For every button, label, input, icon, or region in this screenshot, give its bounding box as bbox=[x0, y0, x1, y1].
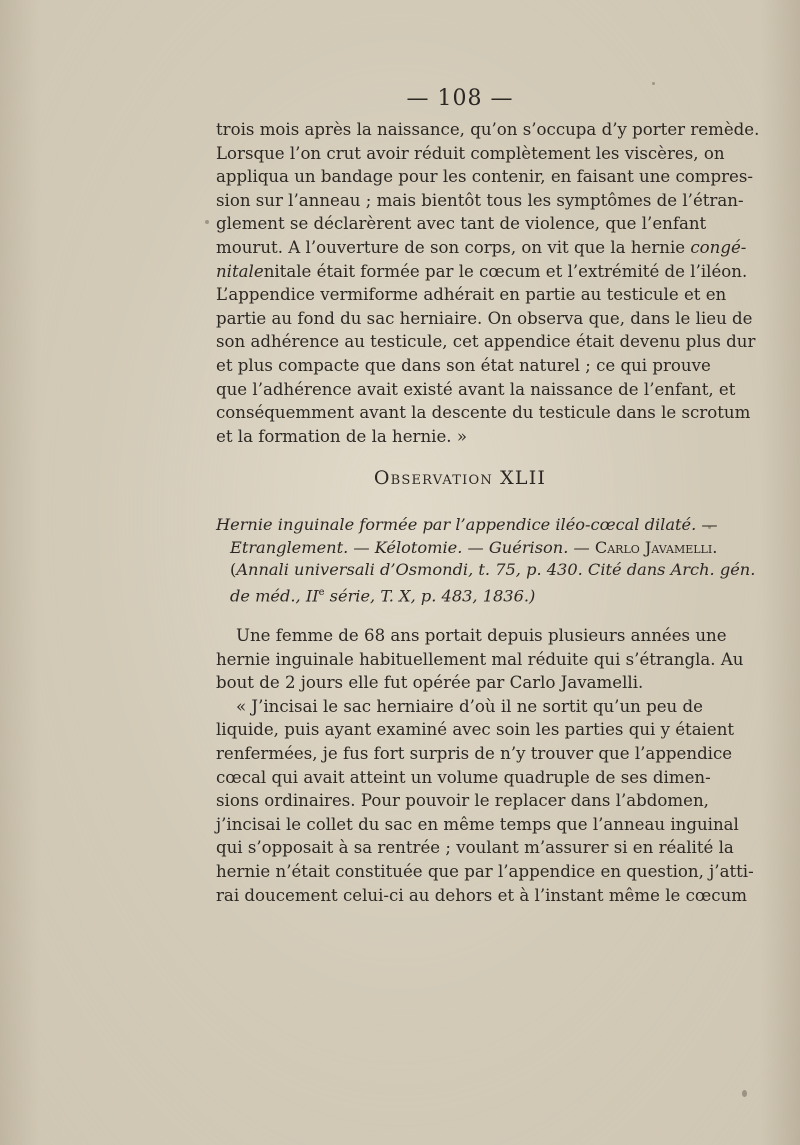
text-line: et plus compacte que dans son état naturel ; ce qui prouve bbox=[216, 355, 711, 375]
page-number: — 108 — bbox=[406, 86, 514, 111]
paragraph-continuation bbox=[216, 118, 760, 448]
text-line: bout de 2 jours elle fut opérée par Carlo Javamelli. bbox=[216, 673, 644, 693]
paren-open: ( bbox=[230, 560, 237, 579]
text-line-with-italic bbox=[216, 236, 747, 260]
heading-label: Observation bbox=[373, 467, 493, 489]
observation-body bbox=[216, 624, 754, 907]
text-line: que l’adhérence avait existé avant la naissance de l’enfant, et bbox=[216, 379, 736, 399]
text-line: appliqua un bandage pour les contenir, en faisant une compres- bbox=[216, 167, 753, 187]
text-fragment: nitale était formée par le cœcum et l’extrémité de l’iléon. bbox=[263, 261, 748, 281]
superscript: e bbox=[318, 586, 325, 598]
text-line: « J’incisai le sac herniaire d’où il ne sortit qu’un peu de bbox=[236, 696, 703, 716]
text-line: son adhérence au testicule, cet appendice était devenu plus dur bbox=[216, 332, 756, 352]
text-line: conséquemment avant la descente du testicule dans le scrotum bbox=[216, 403, 751, 423]
text-line: Une femme de 68 ans portait depuis plusieurs années une bbox=[236, 626, 727, 645]
text-line: sions ordinaires. Pour pouvoir le replacer dans l’abdomen, bbox=[216, 791, 709, 811]
text-line: qui s’opposait à sa rentrée ; voulant m’assurer si en réalité la bbox=[216, 838, 734, 858]
italic-term: congé- bbox=[690, 237, 747, 257]
summary-line bbox=[216, 514, 718, 537]
observation-summary bbox=[216, 514, 756, 607]
paper-speck bbox=[742, 1090, 747, 1097]
paper-speck bbox=[708, 526, 711, 529]
italic-term: nitale bbox=[216, 261, 264, 281]
citation-text: série, T. X, p. 483, 1836.) bbox=[324, 585, 536, 605]
paper-speck bbox=[652, 82, 655, 85]
text-line: rai doucement celui-ci au dehors et à l’instant même le cœcum bbox=[216, 885, 748, 905]
text-line: glement se déclarèrent avec tant de violence, que l’enfant bbox=[216, 214, 707, 234]
author-name: Carlo Javamelli. bbox=[594, 537, 718, 557]
citation-text: de méd., II bbox=[230, 585, 319, 605]
text-line-with-italic bbox=[216, 260, 748, 284]
text-line: partie au fond du sac herniaire. On observa que, dans le lieu de bbox=[216, 308, 753, 328]
summary-text: Etranglement. — Kélotomie. — Guérison. — bbox=[230, 537, 595, 557]
heading-number: XLII bbox=[500, 467, 547, 489]
text-line: renfermées, je fus fort surpris de n’y trouver que l’appendice bbox=[216, 743, 733, 763]
text-line: sion sur l’anneau ; mais bientôt tous les symptômes de l’étran- bbox=[216, 190, 744, 210]
observation-heading bbox=[0, 467, 800, 489]
text-fragment: mourut. A l’ouverture de son corps, on vit que la hernie bbox=[216, 237, 691, 257]
text-line: hernie n’était constituée que par l’appendice en question, j’atti- bbox=[216, 861, 754, 881]
text-line: j’incisai le collet du sac en même temps que l’anneau inguinal bbox=[216, 814, 739, 834]
text-line: Lorsque l’on crut avoir réduit complètement les viscères, on bbox=[216, 143, 725, 163]
text-line: hernie inguinale habituellement mal réduite qui s’étrangla. Au bbox=[216, 649, 744, 669]
text-line: et la formation de la hernie. » bbox=[216, 426, 468, 446]
summary-line bbox=[216, 582, 702, 608]
paper-speck bbox=[205, 220, 209, 224]
summary-line bbox=[216, 537, 718, 560]
summary-line bbox=[216, 559, 756, 582]
summary-title: Hernie inguinale formée par l’appendice iléo-cœcal dilaté. — bbox=[216, 515, 718, 534]
text-line: liquide, puis ayant examiné avec soin les parties qui y étaient bbox=[216, 720, 735, 740]
text-line: trois mois après la naissance, qu’on s’occupa d’y porter remède. bbox=[216, 120, 760, 139]
text-line: L’appendice vermiforme adhérait en partie au testicule et en bbox=[216, 285, 727, 305]
citation-text: Annali universali d’Osmondi, t. 75, p. 430. Cité dans Arch. gén. bbox=[236, 560, 756, 579]
text-line: cœcal qui avait atteint un volume quadruple de ses dimen- bbox=[216, 767, 711, 787]
